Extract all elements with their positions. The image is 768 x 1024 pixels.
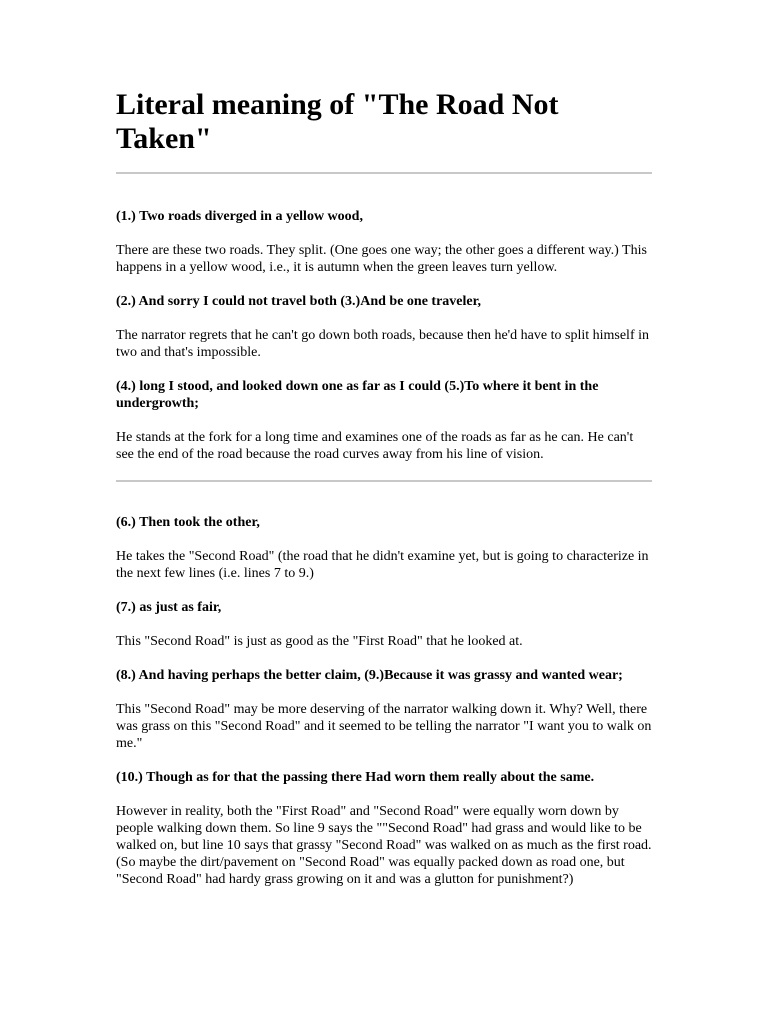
poem-line-7: (7.) as just as fair, xyxy=(116,600,222,615)
explanation-8: This "Second Road" may be more deserving of the narrator walking down it. Why? Well, there was grass on this "Second Road" and it seemed to be telling the narrator "I want you to walk on me." xyxy=(116,702,652,751)
explanation-10: However in reality, both the "First Road" and "Second Road" were equally worn down by people walking down them. So line 9 says the ""Second Road" had grass and would like to be walked on, but line 10 says that grassy "Second Road" was walked on as much as the first road. (So maybe the dirt/pavement on "Second Road" was equally packed down as road one, but "Second Road" had hardy grass growing on it and was a glutton for punishment?) xyxy=(116,804,652,887)
poem-line-6: (6.) Then took the other, xyxy=(116,515,260,530)
poem-line-8: (8.) And having perhaps the better claim, (9.)Because it was grassy and wanted wear; xyxy=(116,668,623,683)
page-title: Literal meaning of "The Road Not Taken" xyxy=(116,88,559,155)
explanation-1: There are these two roads. They split. (One goes one way; the other goes a different way.) This happens in a yellow wood, i.e., it is autumn when the green leaves turn yellow. xyxy=(116,243,647,275)
poem-line-2: (2.) And sorry I could not travel both (3.)And be one traveler, xyxy=(116,294,482,309)
poem-line-4: (4.) long I stood, and looked down one as far as I could (5.)To where it bent in the undergrowth; xyxy=(116,379,599,411)
poem-line-1: (1.) Two roads diverged in a yellow wood, xyxy=(116,209,363,224)
divider-middle xyxy=(116,480,652,482)
explanation-4: He stands at the fork for a long time and examines one of the roads as far as he can. He can't see the end of the road because the road curves away from his line of vision. xyxy=(116,430,634,462)
poem-line-10: (10.) Though as for that the passing there Had worn them really about the same. xyxy=(116,770,595,785)
divider-top xyxy=(116,172,652,174)
explanation-6: He takes the "Second Road" (the road that he didn't examine yet, but is going to characterize in the next few lines (i.e. lines 7 to 9.) xyxy=(116,549,649,581)
explanation-2: The narrator regrets that he can't go down both roads, because then he'd have to split himself in two and that's impossible. xyxy=(116,328,649,360)
explanation-7: This "Second Road" is just as good as the "First Road" that he looked at. xyxy=(116,634,523,649)
